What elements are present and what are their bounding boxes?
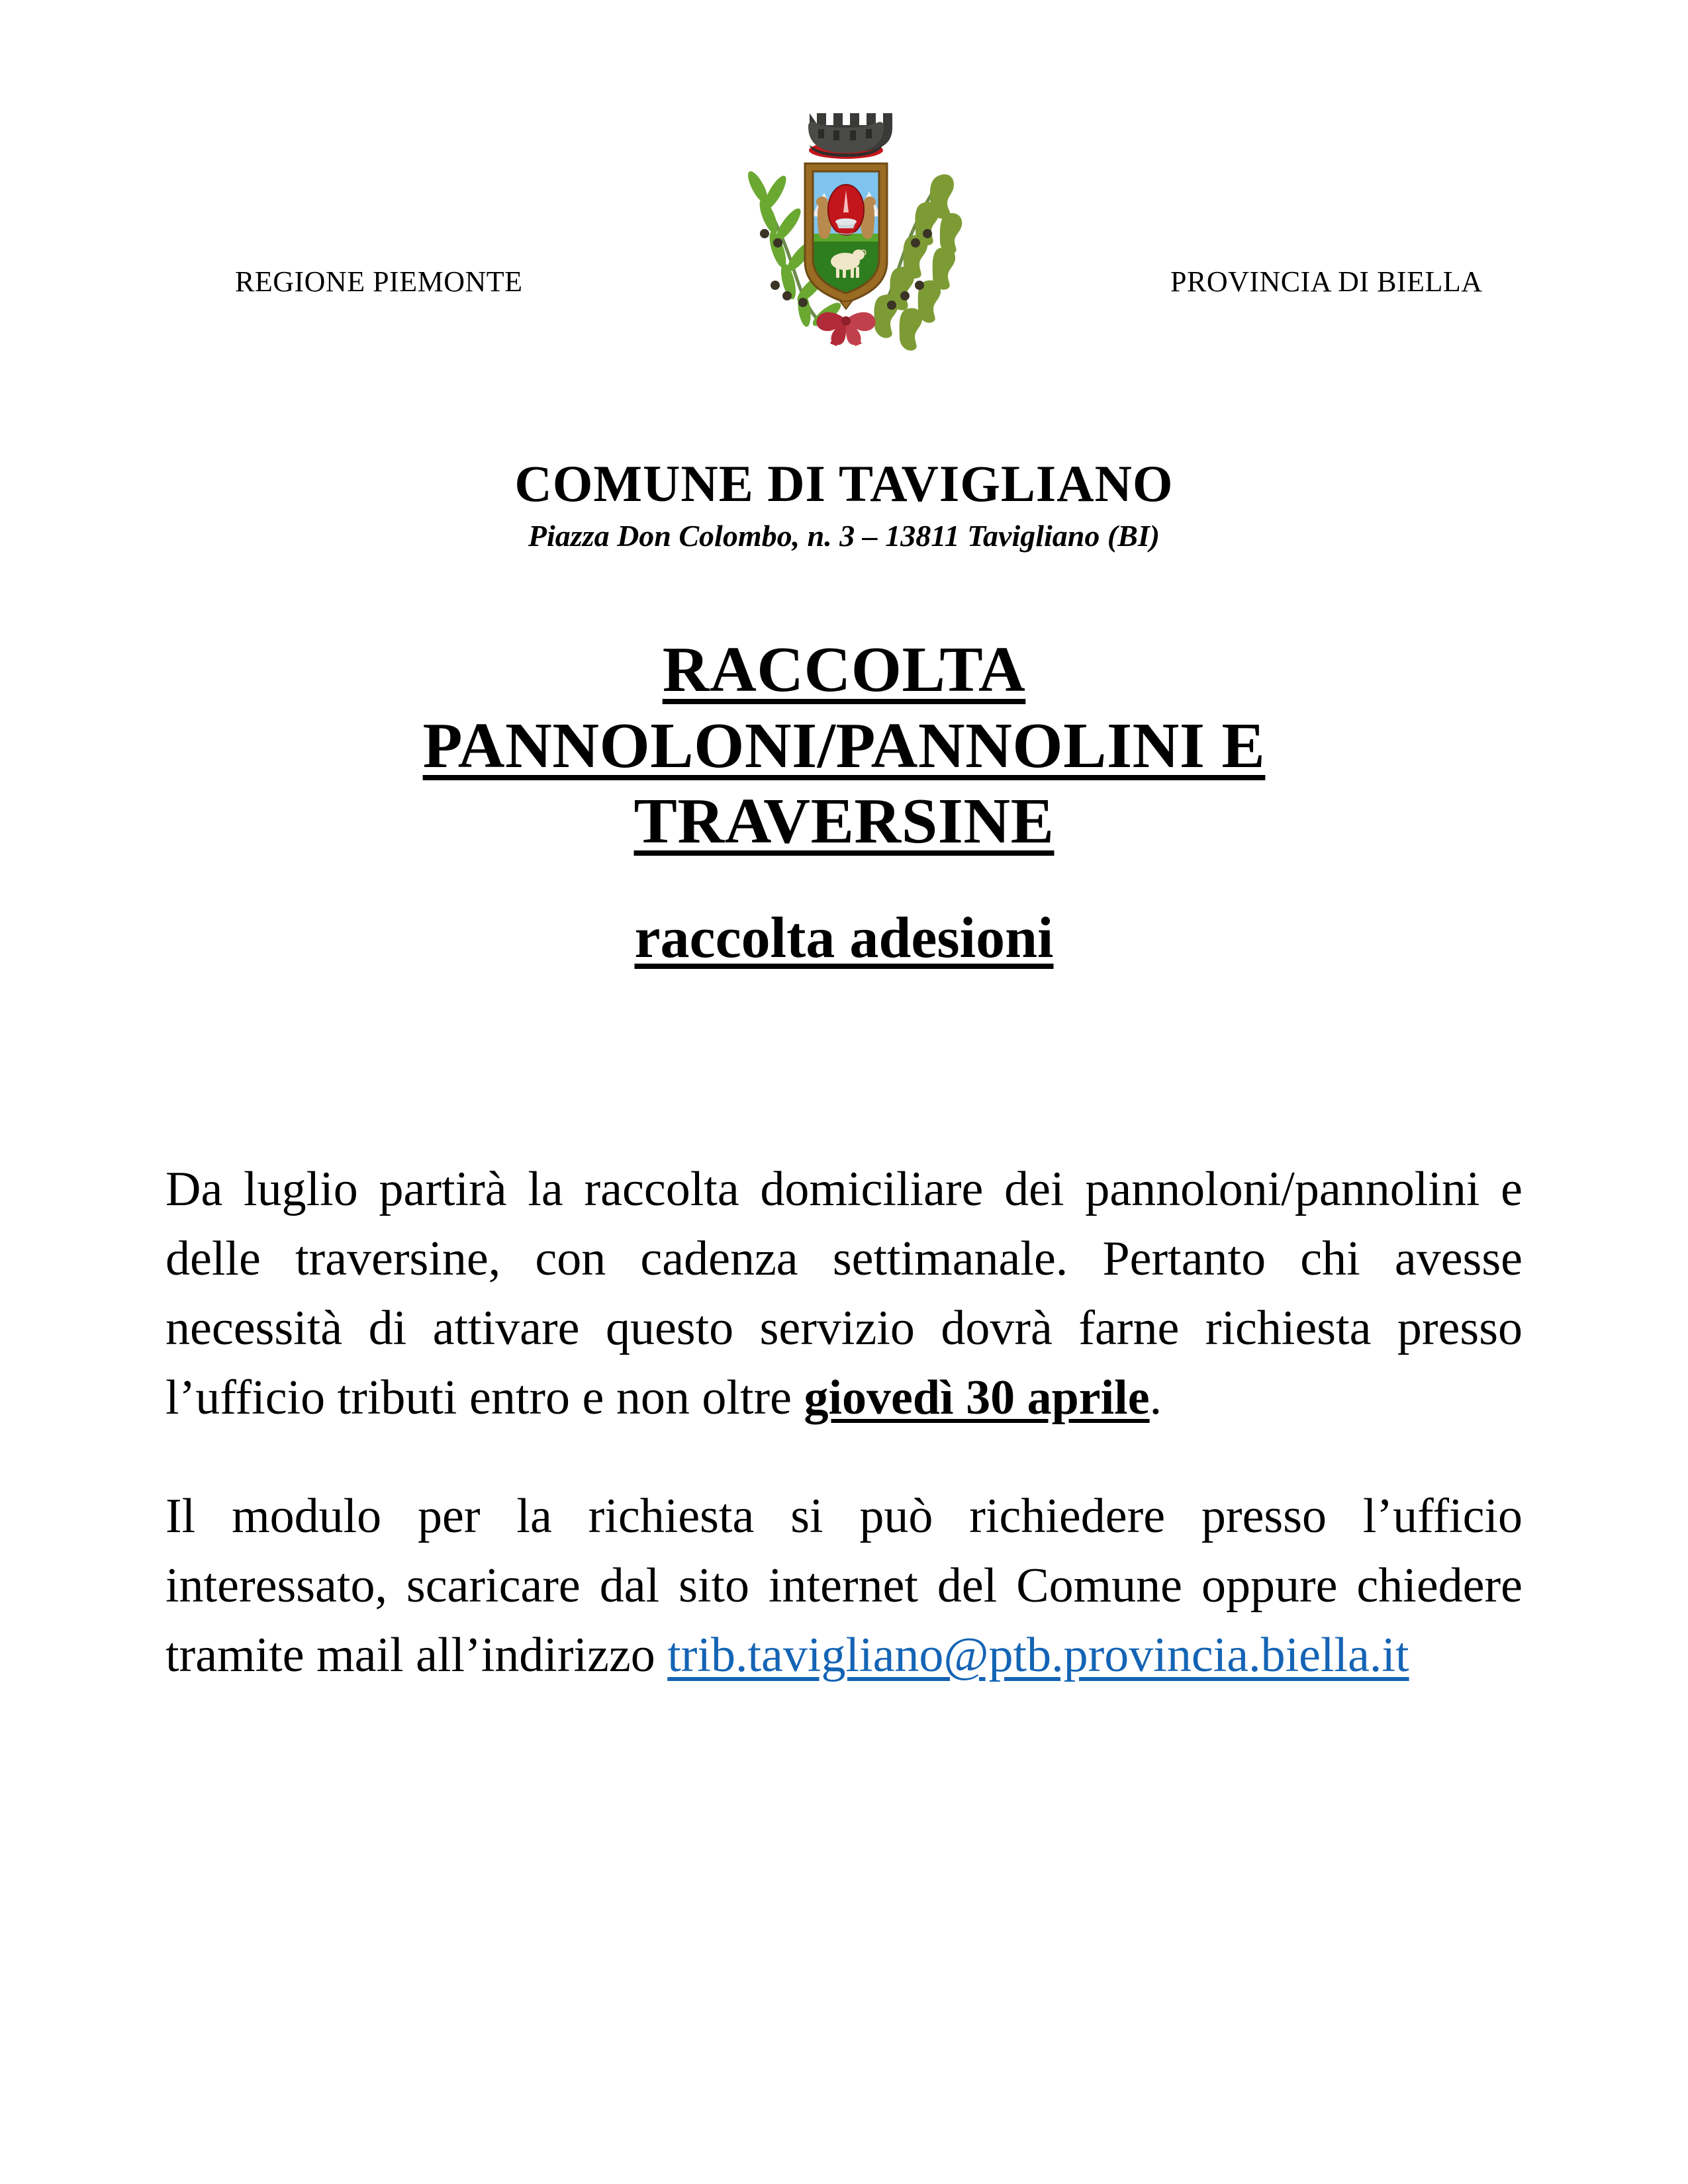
email-link[interactable]: trib.tavigliano@ptb.provincia.biella.it <box>667 1628 1409 1683</box>
province-label: PROVINCIA DI BIELLA <box>1170 265 1483 298</box>
title-block <box>0 457 1688 553</box>
comune-address: Piazza Don Colombo, n. 3 – 13811 Tavigliano (BI) <box>528 519 1160 553</box>
paragraph-2-lead: Il modulo per la richiesta si può richiedere presso l’ufficio interessato, scaricare dal sito internet del Comune oppure chiedere tramite mail all’indirizzo <box>165 1489 1523 1683</box>
region-label: REGIONE PIEMONTE <box>235 265 523 298</box>
heading-line-1: RACCOLTA <box>662 634 1026 705</box>
heading-line-3: TRAVERSINE <box>633 786 1055 858</box>
ribbon-bow-icon <box>816 312 875 346</box>
deadline-emphasis: giovedì 30 aprile <box>804 1371 1150 1426</box>
page-subtitle <box>182 907 1506 971</box>
mural-crown-icon <box>808 113 892 159</box>
paragraph-2 <box>165 1482 1523 1690</box>
document-header <box>0 0 1688 371</box>
paragraph-1-tail: . <box>1149 1371 1162 1426</box>
shield-icon <box>805 163 887 309</box>
paragraph-1 <box>165 1155 1523 1433</box>
coat-of-arms-icon <box>704 63 988 371</box>
page-title <box>182 632 1506 860</box>
heading-line-2: PANNOLONI/PANNOLINI E <box>422 709 1266 782</box>
document-body <box>165 1155 1523 1691</box>
subtitle-text: raccolta adesioni <box>634 906 1054 970</box>
comune-title: COMUNE DI TAVIGLIANO <box>514 455 1174 512</box>
paragraph-1-lead: Da luglio partirà la raccolta domiciliare dei pannoloni/pannolini e delle traversine, con cadenza settimanale. Pertanto chi avesse necessità di attivare questo servizio dovrà farne richiesta presso l’ufficio tributi entro e non oltre <box>165 1162 1523 1426</box>
